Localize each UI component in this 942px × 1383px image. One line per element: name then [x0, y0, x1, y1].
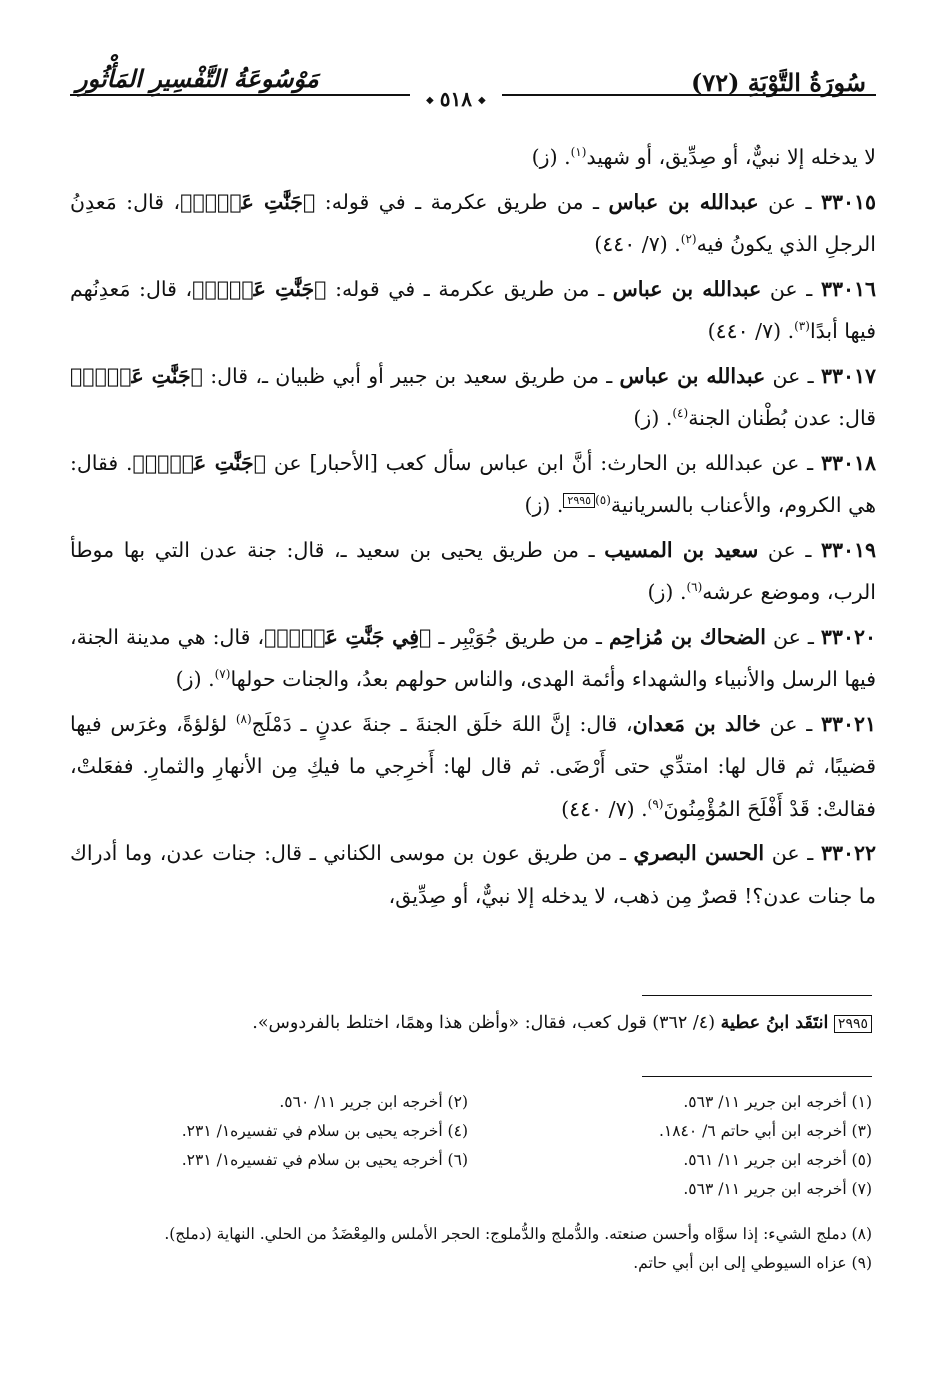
footnotes-full [66, 1220, 872, 1278]
footnote-9: (٩) عزاه السيوطي إلى ابن أبي حاتم. [633, 1254, 872, 1272]
continuation-paragraph: لا يدخله إلا نبيٌّ، أو صِدِّيق، أو شهيد$^{(١)}$. (ز) [531, 145, 876, 169]
entry-source: . (ز) [524, 493, 564, 517]
entry-text: ـ عن [764, 841, 821, 865]
entry-number: ٣٣٠١٩ [820, 537, 876, 562]
footnote-ref: (٧) [214, 667, 231, 682]
footnote: (٦) أخرجه يحيى بن سلام في تفسيره١/ ٢٣١. [181, 1151, 468, 1169]
footnote: (٥) أخرجه ابن جرير ١١/ ٥٦١. [683, 1151, 872, 1169]
footnote: (٢) أخرجه ابن جرير ١١/ ٥٦٠. [279, 1093, 468, 1111]
main-text [70, 136, 876, 919]
entry-text: ـ من طريق جُوَيْبِر ـ [431, 624, 609, 649]
entry-source: . (٧/ ٤٤٠) [561, 796, 648, 821]
footnote-ref: (٣) [794, 319, 810, 334]
entry-text: ـ عن [758, 537, 821, 562]
footnote-ref: (٥) [595, 493, 611, 508]
commentary-note [66, 1008, 872, 1038]
narrator-name: الضحاك بن مُزاحِم [608, 624, 766, 649]
footnote-row [66, 1175, 872, 1204]
entry-text: ، قال: مَعدِنُ الرجلِ الذي يكونُ فيه [70, 189, 876, 256]
entry-number: ٣٣٠١٧ [820, 363, 876, 388]
entry-paragraph [70, 268, 876, 353]
footnote-ref: (٤) [672, 406, 689, 421]
page-header [70, 56, 876, 126]
commentary-ref-box: ٢٩٩٥ [563, 493, 595, 508]
footnote: (١) أخرجه ابن جرير ١١/ ٥٦٣. [683, 1093, 872, 1111]
footnote-ref: (٨) [235, 711, 252, 726]
entry-text: ، قال: هي مدينة الجنة، فيها الرسل والأنبياء والشهداء وأئمة الهدى، والناس حولهم بعدُ، والجنات حولها [70, 624, 876, 691]
surah-title: سُورَةُ التَّوْبَةِ (٧٢) [690, 68, 866, 97]
entry-text: لؤلؤةً، وغرَس فيها قضيبًا، ثم قال لها: امتدِّي حتى أَرْضَى. ثم قال لها: أَخرِجي ما فيكِ مِن الأنهارِ والثمارِ. ففعَلتْ، فقالتْ: قَدْ أَفْلَحَ المُؤْمِنُونَ [70, 711, 876, 821]
footnote: (٧) أخرجه ابن جرير ١١/ ٥٦٣. [683, 1180, 872, 1198]
footnotes-separator [642, 1076, 872, 1077]
commentary-separator [642, 995, 872, 996]
entry-number: ٣٣٠١٦ [820, 276, 876, 301]
entry-paragraph [70, 442, 876, 527]
footnote-ref: (٩) [647, 796, 664, 811]
entry-paragraph [70, 832, 876, 917]
footnote-row [66, 1088, 872, 1117]
commentary-label: انتَقَد ابنُ عطية [720, 1013, 829, 1033]
entry-text: ـ من طريق عكرمة ـ في قوله: [315, 189, 609, 214]
quran-quote: ﴿فِي جَنَّٰتِ عَدۡنٖ﴾ [264, 624, 432, 649]
quran-quote: ﴿جَنَّٰتِ عَدۡنٖ﴾ [132, 450, 267, 475]
footnote: (٤) أخرجه يحيى بن سلام في تفسيره١/ ٢٣١. [181, 1122, 468, 1140]
page-number: ◆ ٥١٨ ◆ [410, 87, 502, 111]
footnote-row [66, 1117, 872, 1146]
quran-quote: ﴿جَنَّٰتِ عَدۡنٖ﴾ [70, 363, 203, 388]
book-title: مَوْسُوعَةُ التَّفْسِيرِ المَأْثُورِ [76, 64, 319, 93]
entry-number: ٣٣٠٢٢ [820, 841, 876, 865]
entry-text: ـ عن [760, 711, 821, 736]
narrator-name: عبدالله بن عباس [608, 189, 759, 214]
entry-text: ـ عن عبدالله بن الحارث: أنَّ ابن عباس سأل كعب [الأحبار] عن [266, 450, 821, 475]
footnote-row [66, 1146, 872, 1175]
entry-paragraph [70, 181, 876, 266]
entries-list [70, 181, 876, 918]
narrator-name: سعيد بن المسيب [604, 537, 759, 562]
commentary-text: (٤/ ٣٦٢) قول كعب، فقال: «وأظن هذا وهمًا، اختلط بالفردوس». [252, 1013, 721, 1033]
entry-text: ـ من طريق عون بن موسى الكناني ـ قال: جنات عدن، وما أدراك ما جنات عدن؟! قصرٌ مِن ذهب، لا يدخله إلا نبيٌّ، أو صِدِّيق، [70, 841, 876, 908]
entry-text: ـ عن [761, 276, 821, 301]
entry-text: ، قال: إنَّ اللهَ خلَق الجنةَ ـ جنةَ عدنٍ ـ دَمْلَج [251, 711, 633, 736]
narrator-name: عبدالله بن عباس [612, 276, 762, 301]
entry-source: . (ز) [175, 667, 215, 691]
entry-number: ٣٣٠١٨ [820, 450, 876, 475]
footnote-ref: (٢) [680, 232, 697, 247]
footnote-8: (٨) دملج الشيء: إذا سوَّاه وأحسن صنعته. والدُّملج والدُّملوج: الحجر الأملس والمِعْضَدُ من الحلي. النهاية (دملج). [164, 1225, 872, 1243]
footnote-ref: (٦) [686, 580, 703, 595]
entry-text: ـ عن [765, 624, 821, 649]
entry-text: ـ عن [765, 363, 821, 388]
narrator-name: الحسن البصري [633, 841, 765, 865]
entry-text: . فقال: هي الكروم، والأعناب بالسريانية [70, 450, 876, 517]
entry-text: قال: عدن بُطْنان الجنة [688, 406, 876, 430]
entry-paragraph [70, 703, 876, 831]
entry-source: . (٧/ ٤٤٠) [594, 232, 681, 256]
entry-source: . (٧/ ٤٤٠) [707, 319, 795, 343]
entry-text: ـ من طريق سعيد بن جبير أو أبي ظبيان ـ، قال: [202, 363, 620, 388]
footnotes-grid [66, 1088, 872, 1204]
footnote-ref: (١) [570, 145, 587, 160]
entry-number: ٣٣٠٢١ [820, 711, 876, 736]
quran-quote: ﴿جَنَّٰتِ عَدۡنٖ﴾ [180, 189, 316, 214]
narrator-name: خالد بن مَعدان [632, 711, 761, 736]
commentary-number-box: ٢٩٩٥ [834, 1015, 872, 1033]
entry-paragraph [70, 355, 876, 440]
entry-text: ـ من طريق عكرمة ـ في قوله: [326, 276, 613, 301]
entry-text: ، قال: مَعدِنُهم فيها أبدًا [70, 276, 876, 343]
entry-text: ـ من طريق يحيى بن سعيد ـ، قال: جنة عدن التي بها موطأ الرب، وموضع عرشه [70, 537, 876, 604]
entry-text: ـ عن [758, 189, 821, 214]
entry-source: . (ز) [633, 406, 673, 430]
entry-number: ٣٣٠٢٠ [820, 624, 876, 649]
entry-number: ٣٣٠١٥ [820, 189, 877, 214]
entry-source: . (ز) [647, 580, 687, 604]
quran-quote: ﴿جَنَّٰتِ عَدۡنٖ﴾ [192, 276, 327, 301]
narrator-name: عبدالله بن عباس [619, 363, 766, 388]
footnote: (٣) أخرجه ابن أبي حاتم ٦/ ١٨٤٠. [658, 1122, 872, 1140]
entry-paragraph [70, 616, 876, 701]
entry-paragraph [70, 529, 876, 614]
